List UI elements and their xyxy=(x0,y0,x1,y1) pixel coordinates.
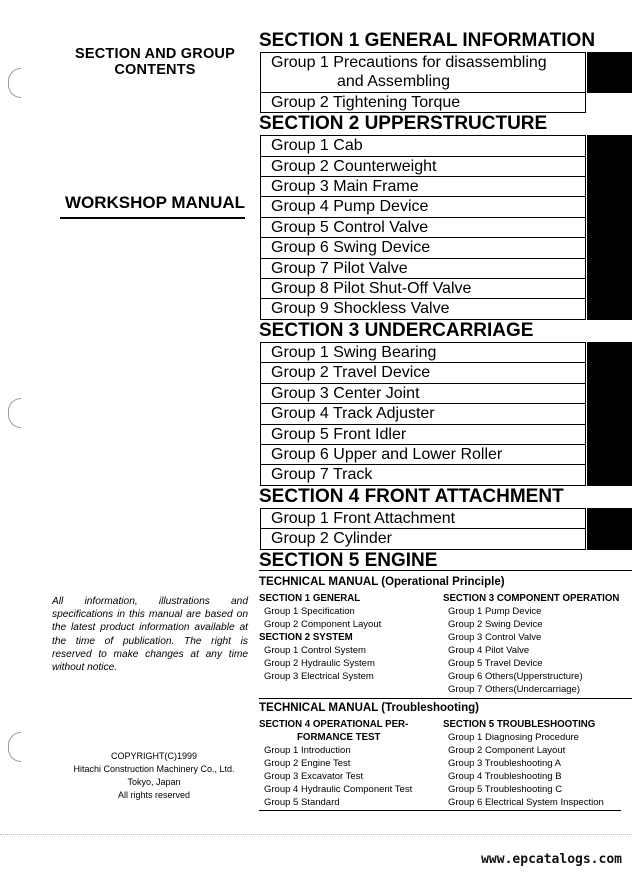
divider xyxy=(259,810,621,811)
group-entry[interactable] xyxy=(260,92,586,113)
technical-operational-col2 xyxy=(443,592,632,696)
index-tab xyxy=(587,52,632,93)
group-label: Group 7 Pilot Valve xyxy=(271,259,408,277)
tech-group-item: Group 1 Introduction xyxy=(264,745,351,756)
index-tab xyxy=(587,342,632,363)
index-tab xyxy=(587,156,632,177)
group-label: Group 5 Control Valve xyxy=(271,218,429,236)
index-tab xyxy=(587,237,632,258)
index-tab xyxy=(587,424,632,445)
technical-troubleshooting-heading: TECHNICAL MANUAL (Troubleshooting) xyxy=(259,702,479,714)
section-index xyxy=(259,30,632,572)
technical-troubleshooting-col1 xyxy=(259,718,449,809)
technical-operational-col1 xyxy=(259,592,449,683)
tech-group-item: Group 3 Electrical System xyxy=(264,671,374,682)
section-title[interactable]: SECTION 5 ENGINE xyxy=(259,549,438,571)
index-tab xyxy=(587,403,632,424)
group-label: Group 3 Main Frame xyxy=(271,178,419,196)
group-label: Group 1 Front Attachment xyxy=(271,509,456,527)
manual-type-title: WORKSHOP MANUAL xyxy=(64,193,246,212)
group-label-continued: and Assembling xyxy=(337,73,450,91)
copyright-line: COPYRIGHT(C)1999 xyxy=(110,751,198,761)
tech-group-item: Group 1 Specification xyxy=(264,606,355,617)
page-edge-dotted-line xyxy=(0,834,632,835)
tech-group-item: Group 4 Hydraulic Component Test xyxy=(264,784,413,795)
tech-section-heading: SECTION 2 SYSTEM xyxy=(259,632,353,643)
index-tab xyxy=(587,444,632,465)
group-entry[interactable] xyxy=(260,403,586,423)
section-title[interactable]: SECTION 1 GENERAL INFORMATION xyxy=(259,30,596,51)
group-label: Group 9 Shockless Valve xyxy=(271,300,450,318)
binder-hole-mark xyxy=(8,398,21,428)
group-label: Group 4 Pump Device xyxy=(271,198,429,216)
technical-troubleshooting-block xyxy=(259,701,632,813)
contents-title xyxy=(60,46,250,78)
technical-troubleshooting-col2 xyxy=(443,718,632,809)
tech-group-item: Group 2 Component Layout xyxy=(264,619,382,630)
index-tab xyxy=(587,258,632,279)
group-label: Group 2 Counterweight xyxy=(271,157,437,175)
tech-group-item: Group 5 Travel Device xyxy=(448,658,543,669)
group-entry[interactable] xyxy=(260,528,586,549)
group-entry[interactable] xyxy=(260,444,586,464)
tech-group-item: Group 1 Control System xyxy=(264,645,366,656)
group-entry[interactable] xyxy=(260,298,586,319)
disclaimer-text: All information, illustrations and specifications in this manual are based on the latest product information available at the time of publication. The right is reserved to make changes at any time without notice. xyxy=(52,596,248,674)
tech-section-heading-continued: FORMANCE TEST xyxy=(297,732,381,743)
tech-group-item: Group 1 Pump Device xyxy=(448,606,542,617)
technical-operational-block xyxy=(259,575,632,700)
group-entry[interactable] xyxy=(260,217,586,237)
tech-group-item: Group 5 Troubleshooting C xyxy=(448,784,563,795)
tech-group-item: Group 3 Control Valve xyxy=(448,632,542,643)
group-label: Group 1 Swing Bearing xyxy=(271,343,437,361)
technical-operational-heading: TECHNICAL MANUAL (Operational Principle) xyxy=(259,576,505,588)
group-label: Group 7 Track xyxy=(271,466,373,484)
rights-line: All rights reserved xyxy=(117,790,191,800)
group-label: Group 5 Front Idler xyxy=(271,425,407,443)
group-entry[interactable] xyxy=(260,383,586,403)
tech-group-item: Group 2 Engine Test xyxy=(264,758,351,769)
index-tab xyxy=(587,278,632,299)
tech-group-item: Group 5 Standard xyxy=(264,797,340,808)
contents-title-line2: CONTENTS xyxy=(114,62,196,78)
tech-section-heading: SECTION 4 OPERATIONAL PER- xyxy=(259,719,409,730)
group-entry[interactable] xyxy=(260,424,586,444)
manual-type-underline xyxy=(60,217,245,219)
index-tab xyxy=(587,217,632,238)
index-tab xyxy=(587,176,632,197)
tech-section-heading: SECTION 5 TROUBLESHOOTING xyxy=(443,719,596,730)
group-entry[interactable] xyxy=(260,362,586,382)
tech-group-item: Group 4 Troubleshooting B xyxy=(448,771,562,782)
company-name: Hitachi Construction Machinery Co., Ltd. xyxy=(73,764,235,774)
tech-group-item: Group 1 Diagnosing Procedure xyxy=(448,732,579,743)
company-city: Tokyo, Japan xyxy=(127,777,181,787)
group-entry[interactable] xyxy=(260,52,586,92)
group-entry[interactable] xyxy=(260,258,586,278)
group-entry[interactable] xyxy=(260,196,586,216)
group-entry[interactable] xyxy=(260,176,586,196)
index-tab xyxy=(587,528,632,549)
index-tab xyxy=(587,508,632,529)
index-tab xyxy=(587,196,632,217)
group-entry[interactable] xyxy=(260,237,586,257)
group-label: Group 6 Upper and Lower Roller xyxy=(271,445,503,463)
binder-hole-mark xyxy=(8,732,21,762)
group-label: Group 2 Tightening Torque xyxy=(271,93,461,111)
tech-group-item: Group 3 Troubleshooting A xyxy=(448,758,562,769)
group-label: Group 2 Cylinder xyxy=(271,530,392,548)
section-title[interactable]: SECTION 2 UPPERSTRUCTURE xyxy=(259,113,548,135)
index-tab xyxy=(587,362,632,383)
group-label: Group 8 Pilot Shut-Off Valve xyxy=(271,280,472,298)
tech-group-item: Group 2 Swing Device xyxy=(448,619,543,630)
binder-hole-mark xyxy=(8,68,21,98)
group-label: Group 3 Center Joint xyxy=(271,384,420,402)
group-entry[interactable] xyxy=(260,135,586,155)
index-tab xyxy=(587,464,632,485)
copyright-block xyxy=(64,750,244,802)
index-tab xyxy=(587,383,632,404)
watermark-url: www.epcatalogs.com xyxy=(481,852,622,867)
tech-group-item: Group 2 Hydraulic System xyxy=(264,658,375,669)
group-entry[interactable] xyxy=(260,508,586,528)
tech-group-item: Group 2 Component Layout xyxy=(448,745,566,756)
group-label: Group 1 Precautions for disassembling xyxy=(271,54,547,71)
group-label: Group 4 Track Adjuster xyxy=(271,405,435,423)
tech-group-item: Group 7 Others(Undercarriage) xyxy=(448,684,580,695)
group-label: Group 6 Swing Device xyxy=(271,239,431,257)
tech-section-heading: SECTION 3 COMPONENT OPERATION xyxy=(443,593,620,604)
group-label: Group 1 Cab xyxy=(271,137,363,155)
divider xyxy=(259,698,632,699)
index-tab xyxy=(587,298,632,319)
group-entry[interactable] xyxy=(260,156,586,176)
tech-section-heading: SECTION 1 GENERAL xyxy=(259,593,361,604)
tech-group-item: Group 4 Pilot Valve xyxy=(448,645,530,656)
group-entry[interactable] xyxy=(260,342,586,362)
section-title[interactable]: SECTION 3 UNDERCARRIAGE xyxy=(259,319,534,341)
tech-group-item: Group 3 Excavator Test xyxy=(264,771,364,782)
group-entry[interactable] xyxy=(260,278,586,298)
contents-title-line1: SECTION AND GROUP xyxy=(75,46,235,62)
tech-group-item: Group 6 Others(Upperstructure) xyxy=(448,671,583,682)
section-title[interactable]: SECTION 4 FRONT ATTACHMENT xyxy=(259,485,564,507)
divider xyxy=(259,570,632,571)
group-entry[interactable] xyxy=(260,464,586,485)
group-label: Group 2 Travel Device xyxy=(271,364,431,382)
tech-group-item: Group 6 Electrical System Inspection xyxy=(448,797,604,808)
index-tab xyxy=(587,135,632,156)
